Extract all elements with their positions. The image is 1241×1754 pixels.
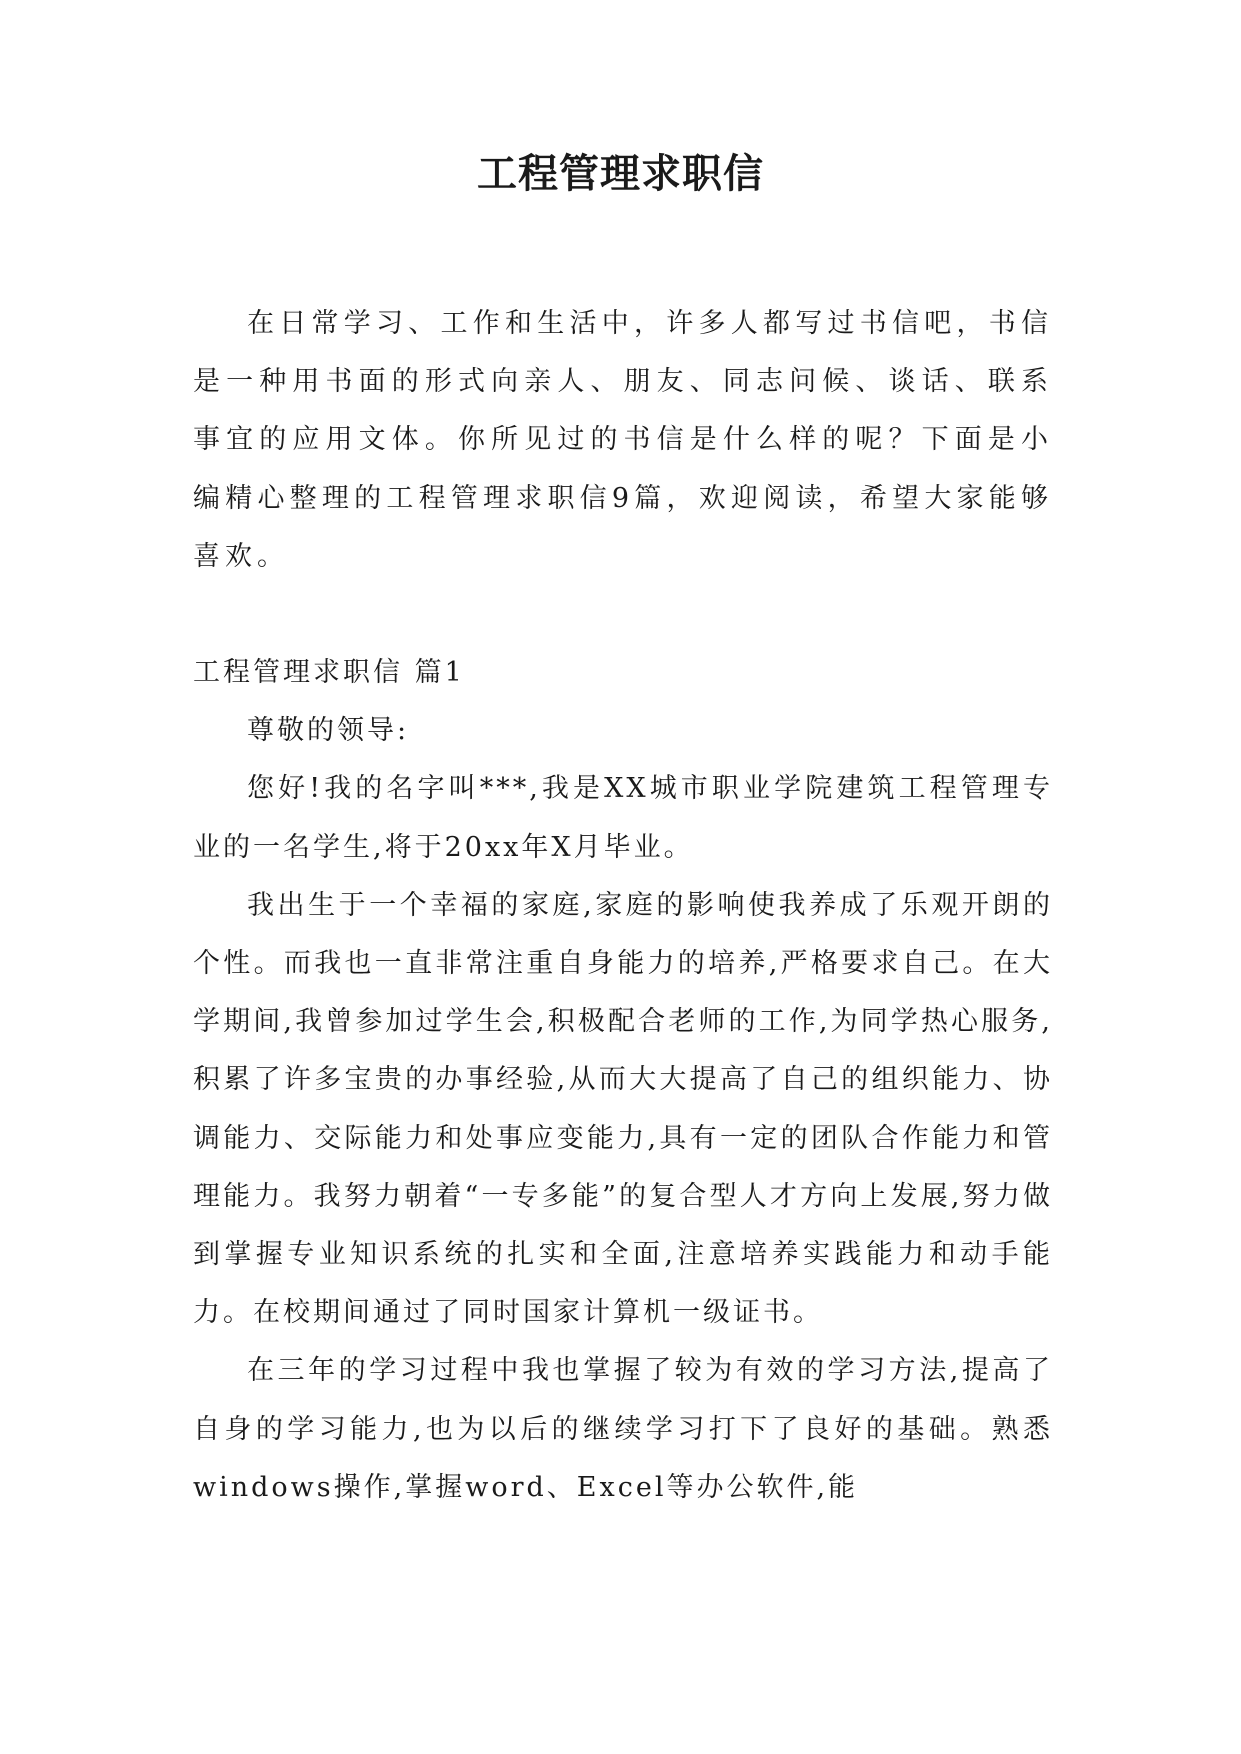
document-body xyxy=(193,295,1053,1517)
body-paragraph-1: 您好!我的名字叫***,我是XX城市职业学院建筑工程管理专业的一名学生,将于20xx年X月毕业。 xyxy=(193,773,1053,863)
intro-paragraph: 在日常学习、工作和生活中，许多人都写过书信吧，书信是一种用书面的形式向亲人、朋友、同志问候、谈话、联系事宜的应用文体。你所见过的书信是什么样的呢？下面是小编精心整理的工程管理求职信9篇，欢迎阅读，希望大家能够喜欢。 xyxy=(193,308,1053,572)
body-paragraph-2: 我出生于一个幸福的家庭,家庭的影响使我养成了乐观开朗的个性。而我也一直非常注重自身能力的培养,严格要求自己。在大学期间,我曾参加过学生会,积极配合老师的工作,为同学热心服务,积累了许多宝贵的办事经验,从而大大提高了自己的组织能力、协调能力、交际能力和处事应变能力,具有一定的团队合作能力和管理能力。我努力朝着“一专多能”的复合型人才方向上发展,努力做到掌握专业知识系统的扎实和全面,注意培养实践能力和动手能力。在校期间通过了同时国家计算机一级证书。 xyxy=(193,889,1053,1329)
salutation: 尊敬的领导: xyxy=(247,715,410,747)
paragraph-gap xyxy=(193,586,1053,644)
document-title: 工程管理求职信 xyxy=(477,150,764,197)
body-paragraph-3: 在三年的学习过程中我也掌握了较为有效的学习方法,提高了自身的学习能力,也为以后的继续学习打下了良好的基础。熟悉windows操作,掌握word、Excel等办公软件,能 xyxy=(193,1355,1053,1503)
section-heading: 工程管理求职信 篇1 xyxy=(193,657,465,689)
